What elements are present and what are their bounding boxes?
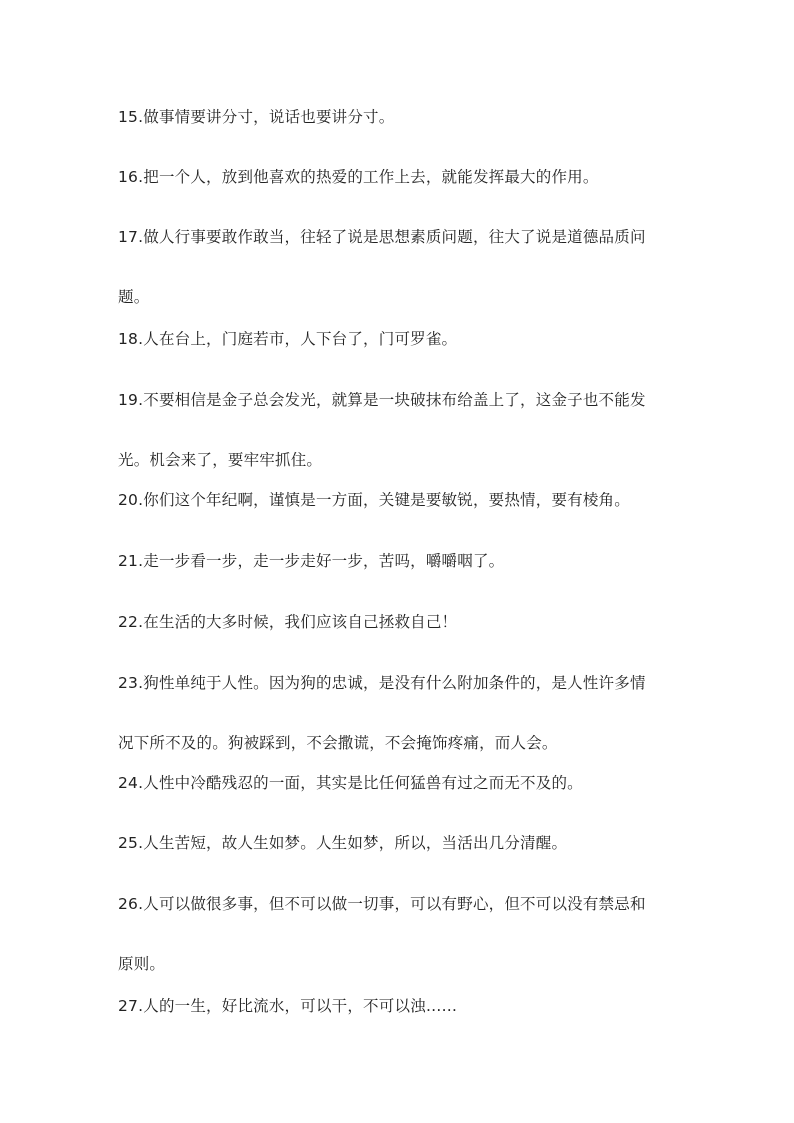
paragraph-line: 21.走一步看一步，走一步走好一步，苦吗，嚼嚼咽了。 (118, 552, 505, 570)
paragraph-25 (118, 833, 688, 853)
paragraph-line: 况下所不及的。狗被踩到，不会撒谎，不会掩饰疼痛，而人会。 (118, 734, 558, 752)
paragraph-line: 23.狗性单纯于人性。因为狗的忠诚，是没有什么附加条件的，是人性许多情 (118, 674, 646, 692)
paragraph-15 (118, 107, 688, 127)
paragraph-line: 24.人性中冷酷残忍的一面，其实是比任何猛兽有过之而无不及的。 (118, 774, 583, 792)
paragraph-23 (118, 673, 688, 753)
paragraph-line: 17.做人行事要敢作敢当，往轻了说是思想素质问题，往大了说是道德品质问 (118, 228, 646, 246)
paragraph-line: 16.把一个人，放到他喜欢的热爱的工作上去，就能发挥最大的作用。 (118, 168, 599, 186)
paragraph-line: 原则。 (118, 955, 166, 973)
paragraph-line: 19.不要相信是金子总会发光，就算是一块破抹布给盖上了，这金子也不能发 (118, 391, 646, 409)
paragraph-line: 22.在生活的大多时候，我们应该自己拯救自己！ (118, 613, 458, 631)
paragraph-line: 25.人生苦短，故人生如梦。人生如梦，所以，当活出几分清醒。 (118, 834, 568, 852)
paragraph-27 (118, 996, 688, 1016)
paragraph-16 (118, 167, 688, 187)
paragraph-line: 15.做事情要讲分寸，说话也要讲分寸。 (118, 108, 395, 126)
paragraph-line: 18.人在台上，门庭若市，人下台了，门可罗雀。 (118, 330, 458, 348)
paragraph-21 (118, 551, 688, 571)
paragraph-line: 题。 (118, 288, 150, 306)
paragraph-18 (118, 329, 688, 349)
paragraph-26 (118, 894, 688, 974)
paragraph-line: 27.人的一生，好比流水，可以干，不可以浊…… (118, 997, 458, 1015)
paragraph-22 (118, 612, 688, 632)
paragraph-line: 20.你们这个年纪啊，谨慎是一方面，关键是要敏锐，要热情，要有棱角。 (118, 491, 630, 509)
paragraph-19 (118, 390, 688, 470)
paragraph-line: 26.人可以做很多事，但不可以做一切事，可以有野心，但不可以没有禁忌和 (118, 895, 646, 913)
paragraph-line: 光。机会来了，要牢牢抓住。 (118, 451, 323, 469)
paragraph-17 (118, 227, 688, 307)
paragraph-20 (118, 490, 688, 510)
paragraph-24 (118, 773, 688, 793)
